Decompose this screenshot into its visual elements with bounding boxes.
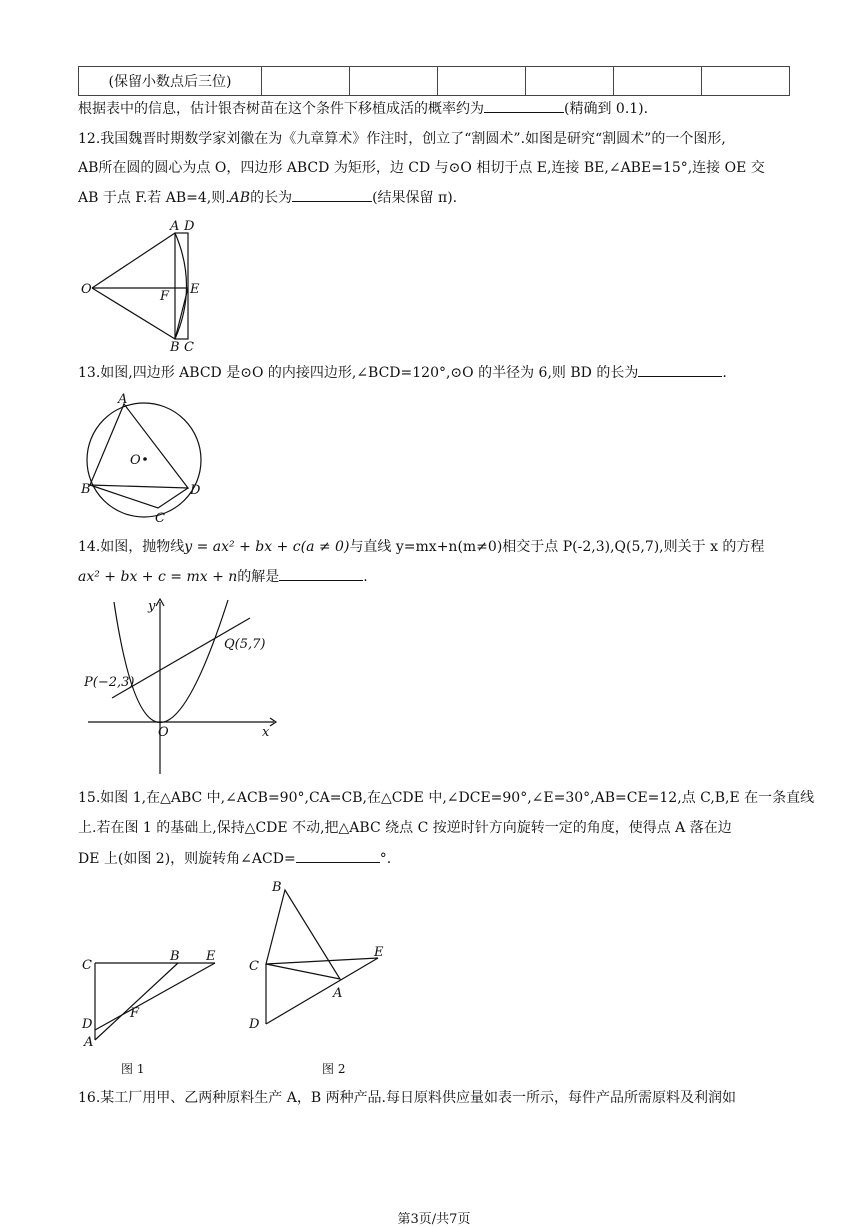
q15-line1: 15.如图 1,在△ABC 中,∠ACB=90°,CA=CB,在△CDE 中,∠DCE=90°,∠E=30°,AB=CE=12,点 C,B,E 在一条直线 xyxy=(78,790,815,806)
label-f: F xyxy=(130,1006,140,1021)
q16-line: 16.某工厂用甲、乙两种原料生产 A，B 两种产品.每日原料供应量如表一所示，每件产品所需原料及利润如 xyxy=(78,1090,737,1106)
label-o: O xyxy=(130,453,141,468)
answer-blank[interactable] xyxy=(279,566,363,581)
label-c: C xyxy=(184,340,194,355)
data-table xyxy=(78,66,790,96)
label-d: D xyxy=(249,1017,260,1032)
parabola-equation: y = ax² + bx + c(a ≠ 0) xyxy=(184,539,350,555)
label-origin: O xyxy=(158,725,169,740)
answer-blank[interactable] xyxy=(292,187,372,202)
label-a: A xyxy=(118,392,128,407)
table-cell xyxy=(614,67,702,96)
label-c: C xyxy=(249,959,259,974)
label-c: C xyxy=(155,511,165,526)
q13-tail: . xyxy=(722,365,727,381)
label-b: B xyxy=(170,949,180,964)
table-cell xyxy=(438,67,526,96)
label-x: x xyxy=(262,725,270,740)
q14-line1c: 与直线 y=mx+n(m≠0)相交于点 P(-2,3),Q(5,7),则关于 x 的方程 xyxy=(349,539,765,555)
q13-figure xyxy=(78,390,218,530)
equation: ax² + bx + c = mx + n xyxy=(78,569,238,585)
q15-figure2 xyxy=(240,878,400,1038)
table-row-label: (保留小数点后三位) xyxy=(79,67,262,96)
q12-line3c: 的长为 xyxy=(250,190,293,206)
label-e: E xyxy=(374,945,384,960)
q11-line xyxy=(78,98,648,119)
label-q: Q(5,7) xyxy=(224,637,266,652)
label-f: F xyxy=(160,289,170,304)
q14-line1 xyxy=(78,537,764,557)
answer-blank[interactable] xyxy=(638,362,722,377)
label-e: E xyxy=(190,282,200,297)
q13-text: 13.如图,四边形 ABCD 是⊙O 的内接四边形,∠BCD=120°,⊙O 的半径为 6,则 BD 的长为 xyxy=(78,365,639,381)
q12-line1: 12.我国魏晋时期数学家刘徽在为《九章算术》作注时，创立了“割圆术”.如图是研究“割圆术”的一个图形, xyxy=(78,131,726,147)
answer-blank[interactable] xyxy=(484,98,564,113)
label-p: P(−2,3) xyxy=(84,675,135,690)
label-d: D xyxy=(190,483,201,498)
table-cell xyxy=(350,67,438,96)
label-b: B xyxy=(272,880,282,895)
table-cell xyxy=(702,67,790,96)
q15-line3 xyxy=(78,848,391,869)
label-a: A xyxy=(170,219,180,234)
q11-tail: (精确到 0.1). xyxy=(564,101,649,117)
label-b: B xyxy=(81,482,91,497)
label-o: O xyxy=(81,282,92,297)
label-a: A xyxy=(333,986,343,1001)
q12-line3d: (结果保留 π). xyxy=(372,190,458,206)
arc-ab: AB xyxy=(229,190,251,206)
q13-line xyxy=(78,362,727,383)
table-cell xyxy=(262,67,350,96)
center-dot xyxy=(143,457,147,461)
page-footer: 第3页/共7页 xyxy=(397,1212,471,1227)
q15-figure1 xyxy=(78,940,238,1050)
q14-line2 xyxy=(78,566,368,587)
table-row xyxy=(79,67,790,96)
label-d: D xyxy=(184,219,195,234)
q14-tail: . xyxy=(363,569,368,585)
q14-line1a: 14.如图，抛物线 xyxy=(78,539,185,555)
q12-line2: AB所在圆的圆心为点 O，四边形 ABCD 为矩形，边 CD 与⊙O 相切于点 E,连接 BE,∠ABE=15°,连接 OE 交 xyxy=(78,160,765,176)
label-c: C xyxy=(82,958,92,973)
label-e: E xyxy=(206,949,216,964)
answer-blank[interactable] xyxy=(296,848,380,863)
q12-line3a: AB 于点 F.若 AB=4,则. xyxy=(78,190,230,206)
q14-figure xyxy=(78,596,288,776)
q15-line3a: DE 上(如图 2)，则旋转角∠ACD= xyxy=(78,851,296,867)
q11-text: 根据表中的信息，估计银杏树苗在这个条件下移植成活的概率约为 xyxy=(78,101,484,117)
q15-line2: 上.若在图 1 的基础上,保持△CDE 不动,把△ABC 绕点 C 按逆时针方向旋转一定的角度，使得点 A 落在边 xyxy=(78,820,732,836)
label-d: D xyxy=(82,1017,93,1032)
label-b: B xyxy=(170,340,180,355)
q15-line3b: °. xyxy=(379,851,392,867)
q14-line2b: 的解是 xyxy=(237,569,280,585)
figure1-caption: 图 1 xyxy=(121,1062,145,1076)
label-a: A xyxy=(84,1035,94,1050)
q12-figure xyxy=(78,215,218,355)
q12-line3 xyxy=(78,187,457,208)
table-cell xyxy=(526,67,614,96)
label-y: y xyxy=(148,599,156,614)
figure2-caption: 图 2 xyxy=(322,1062,346,1076)
